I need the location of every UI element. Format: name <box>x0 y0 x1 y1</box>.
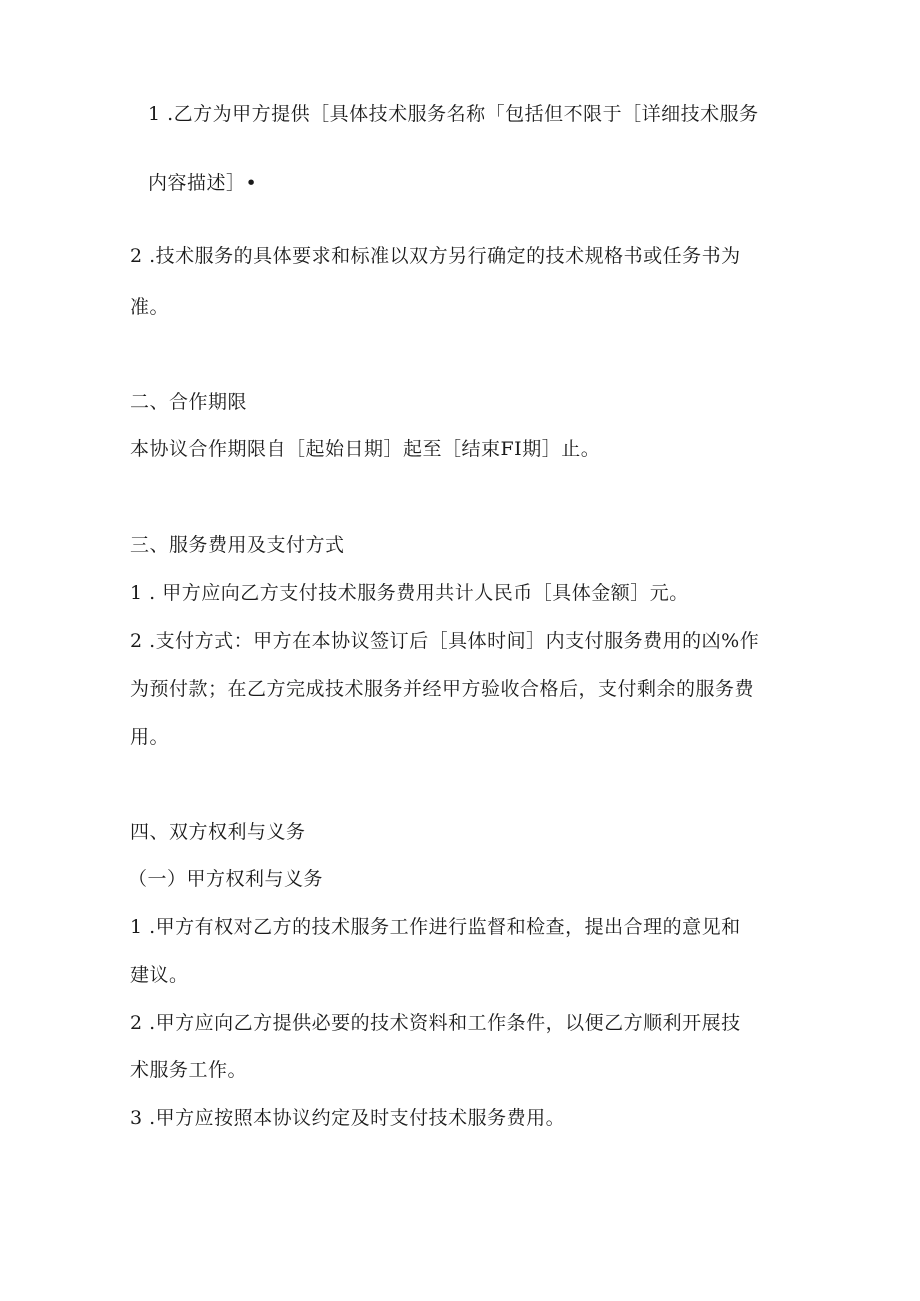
section2-heading: 二、合作期限 <box>130 391 248 413</box>
section4-item1-line1: 1 .甲方有权对乙方的技术服务工作进行监督和检查，提出合理的意见和 <box>130 916 741 938</box>
section2-text: 本协议合作期限自［起始日期］起至［结束FI期］止。 <box>130 438 601 460</box>
item2-line2: 准。 <box>130 296 170 318</box>
item1-line1: 1 .乙方为甲方提供［具体技术服务名称「包括但不限于［详细技术服务 <box>148 103 759 125</box>
item1-line2: 内容描述］• <box>148 172 258 194</box>
section3-item2-line1: 2 .支付方式：甲方在本协议签订后［具体时间］内支付服务费用的凶%作 <box>130 630 760 652</box>
section4-heading: 四、双方权利与义务 <box>130 821 306 843</box>
section3-item1: 1 . 甲方应向乙方支付技术服务费用共计人民币［具体金额］元。 <box>130 582 689 604</box>
section3-item2-line3: 用。 <box>130 726 170 748</box>
section4-item2-line1: 2 .甲方应向乙方提供必要的技术资料和工作条件，以便乙方顺利开展技 <box>130 1012 741 1034</box>
section4-item1-line2: 建议。 <box>130 964 189 986</box>
item2-line1: 2 .技术服务的具体要求和标准以双方另行确定的技术规格书或任务书为 <box>130 245 741 267</box>
section4-item2-line2: 术服务工作。 <box>130 1059 248 1081</box>
section3-heading: 三、服务费用及支付方式 <box>130 534 345 556</box>
section4-item3: 3 .甲方应按照本协议约定及时支付技术服务费用。 <box>130 1107 566 1129</box>
section3-item2-line2: 为预付款；在乙方完成技术服务并经甲方验收合格后，支付剩余的服务费 <box>130 678 755 700</box>
section4-subheading: （一）甲方权利与义务 <box>128 868 324 890</box>
